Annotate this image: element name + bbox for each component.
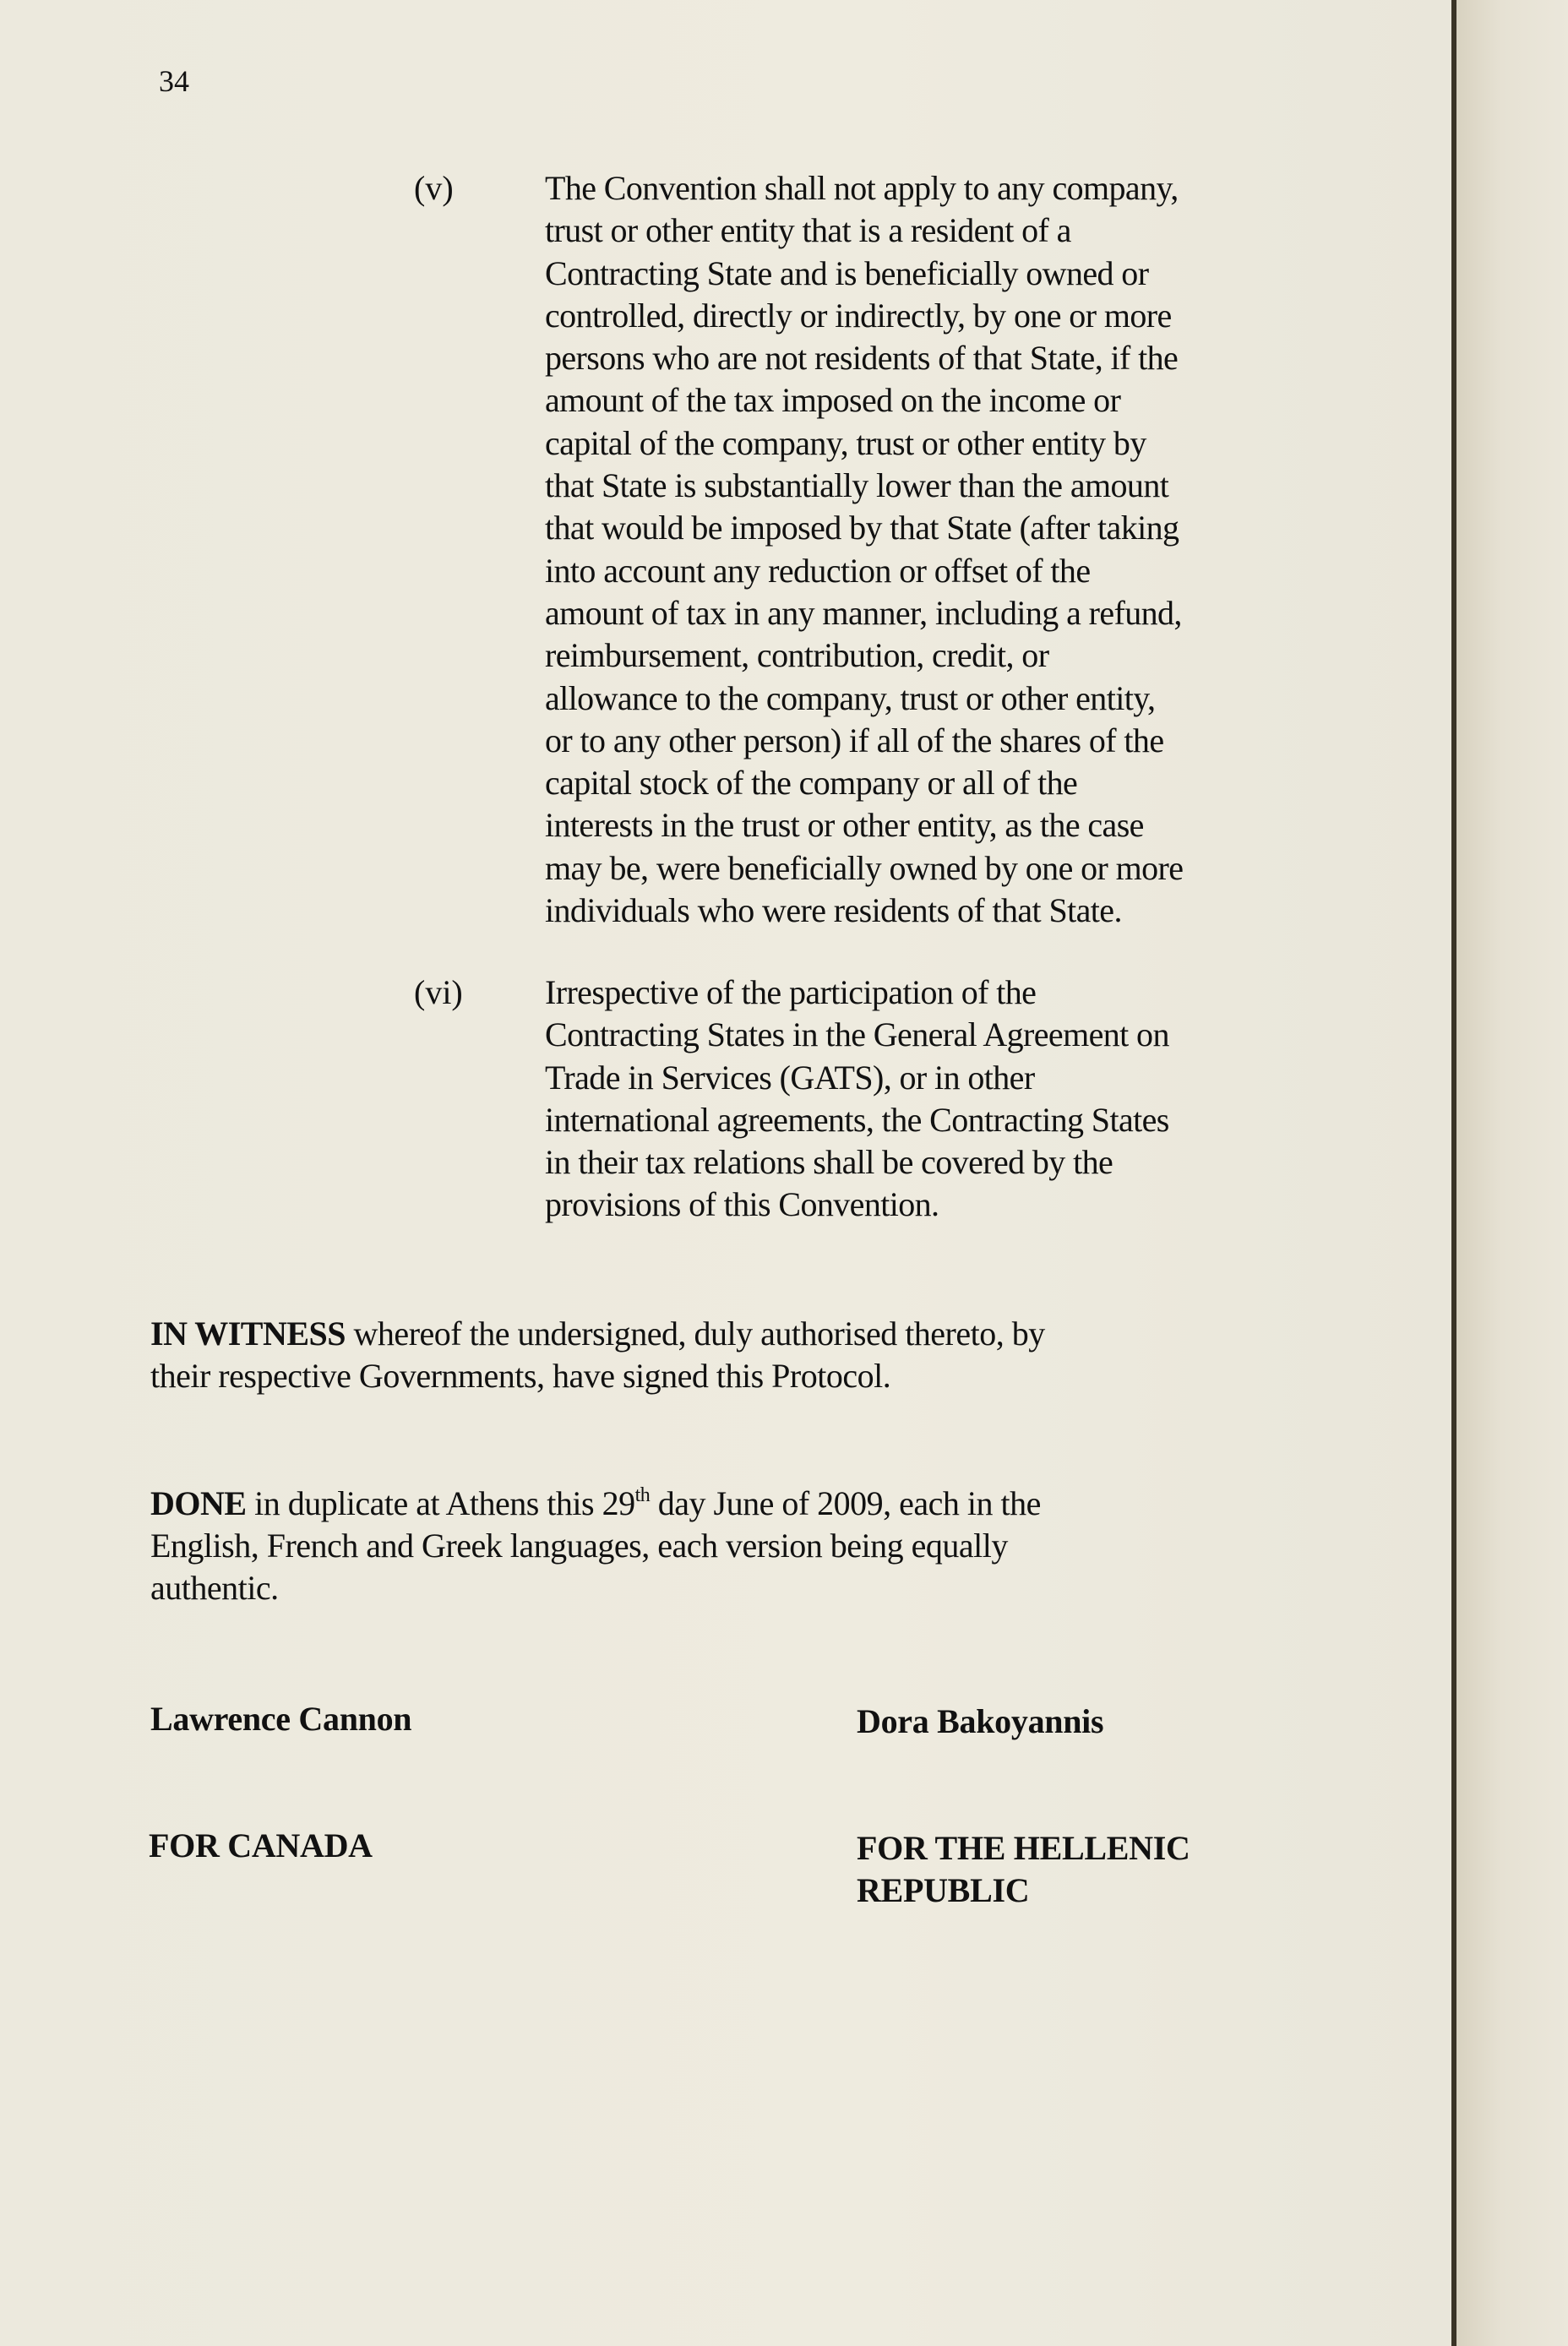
signatory-name-greece: Dora Bakoyannis bbox=[857, 1702, 1104, 1740]
clause-number: (v) bbox=[414, 169, 454, 207]
witness-line-2: their respective Governments, have signed this Protocol. bbox=[150, 1357, 891, 1395]
clause-text: Irrespective of the participation of the Contracting States in the General Agreement on Trade in Services (GATS), or in other international agreements, the Contracting States in their tax relations shall be covered by the provisions of this Convention. bbox=[545, 973, 1169, 1224]
done-line-2: English, French and Greek languages, each version being equally bbox=[150, 1527, 1008, 1565]
done-line-1b: day June of 2009, each in the bbox=[650, 1484, 1041, 1522]
witness-line-1: whereof the undersigned, duly authorised thereto, by bbox=[346, 1315, 1045, 1353]
done-line-1a: in duplicate at Athens this 29 bbox=[246, 1484, 635, 1522]
clause-text: The Convention shall not apply to any company, trust or other entity that is a resident of a Contracting State and is beneficially owned or controlled, directly or indirectly, by one or more persons who are not residents of that State, if the amount of the tax imposed on the income or capital of the company, trust or other entity by that State is substantially lower than the amount that would be imposed by that State (after taking into account any reduction or offset of the amount of tax in any manner, including a refund, reimbursement, contribution, credit, or allowance to the company, trust or other entity, or to any other person) if all of the shares of the capital stock of the company or all of the interests in the trust or other entity, as the case may be, were beneficially owned by one or more individuals who were residents of that State. bbox=[545, 169, 1184, 930]
done-lead: DONE bbox=[150, 1484, 247, 1522]
done-line-3: authentic. bbox=[150, 1569, 279, 1607]
clause-number: (vi) bbox=[414, 973, 463, 1011]
witness-paragraph bbox=[150, 1313, 1249, 1397]
signatory-name-canada: Lawrence Cannon bbox=[150, 1700, 412, 1738]
adjacent-page-margin bbox=[1456, 0, 1568, 2346]
done-paragraph bbox=[150, 1483, 1249, 1609]
signatory-country-greece: FOR THE HELLENIC REPUBLIC bbox=[857, 1829, 1190, 1909]
ordinal-suffix: th bbox=[634, 1483, 651, 1506]
witness-lead: IN WITNESS bbox=[150, 1315, 346, 1353]
signatory-country-canada: FOR CANADA bbox=[149, 1826, 373, 1864]
page-number: 34 bbox=[159, 64, 189, 98]
